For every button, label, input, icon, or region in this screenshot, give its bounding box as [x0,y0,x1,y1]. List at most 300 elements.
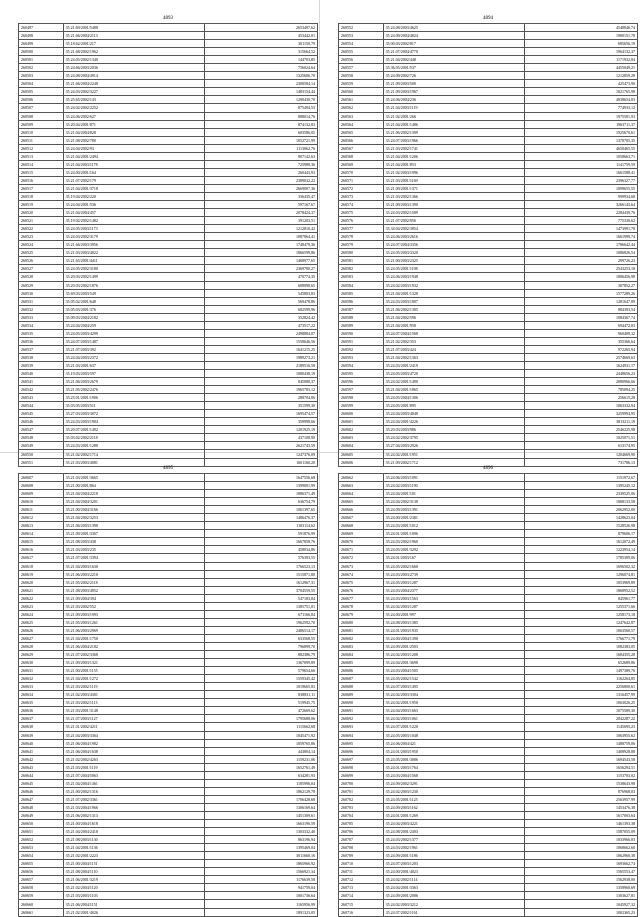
reference-code-cell: 35.21.03/2002/1113 [63,699,204,707]
amount-cell: 1002365,23 [525,908,638,916]
reference-code-cell: 35.21.02/2003/1996 [383,168,524,176]
table-row [339,104,638,112]
amount-cell: 1201925,19 [205,426,318,434]
amount-cell: 1306169,64 [205,803,318,811]
record-id-cell: 260621 [19,586,64,594]
reference-code-cell: 35.24.01/2003/1950 [383,747,524,755]
amount-cell: 999934,68 [525,192,638,200]
table-row [339,24,638,32]
amount-cell: 2389032,22 [205,176,318,184]
amount-cell: 756024,64 [205,64,318,72]
amount-cell: 472669,62 [205,707,318,715]
table-row [339,265,638,273]
table-row [339,554,638,562]
record-id-cell: 260686 [339,667,384,675]
amount-cell: 1693662,74 [525,860,638,868]
amount-cell: 1115662,68 [205,723,318,731]
record-id-cell: 260669 [339,530,384,538]
record-id-cell: 260503 [19,72,64,80]
record-id-cell: 260606 [339,458,384,466]
record-id-cell: 260646 [19,787,64,795]
record-id-cell: 260523 [19,233,64,241]
record-id-cell: 260658 [19,884,64,892]
table-row [339,892,638,900]
record-id-cell: 260707 [339,836,384,844]
amount-cell: 785094,25 [525,386,638,394]
reference-code-cell: 35.20.04/2001/871 [63,120,204,128]
record-id-cell: 260570 [339,168,384,176]
table-row [339,771,638,779]
reference-code-cell: 35.21.00/2001/864 [63,482,204,490]
record-id-cell: 260512 [19,144,64,152]
table-row [19,24,318,32]
table-row [19,370,318,378]
reference-code-cell: 35.21.68/2002/1962 [63,48,204,56]
table-row [339,217,638,225]
record-id-cell: 260654 [19,852,64,860]
reference-code-cell: 35.21.07/2003/392 [63,345,204,353]
amount-cell: 960409,32 [525,329,638,337]
table-row [19,884,318,892]
reference-code-cell: 35.21.03/2003/1103 [63,892,204,900]
amount-cell: 4650465,55 [525,144,638,152]
table-row [19,96,318,104]
amount-cell: 1080438,19 [205,370,318,378]
amount-cell: 1451309,61 [205,811,318,819]
reference-code-cell: 35.21.08/2004/1110 [63,868,204,876]
amount-cell: 1395469,04 [205,844,318,852]
table-row [339,755,638,763]
amount-cell: 2543253,18 [525,265,638,273]
amount-cell: 2669007,36 [205,184,318,192]
reference-code-cell: 35.21.04/2002/3253 [63,514,204,522]
table-row [19,184,318,192]
reference-code-cell: 35.24.02/2003/3304 [383,691,524,699]
record-id-cell: 260631 [19,667,64,675]
amount-cell: 1063955,62 [525,731,638,739]
reference-code-cell: 35.24.06/2004/236 [383,96,524,104]
record-id-cell: 260545 [19,410,64,418]
table-row [339,707,638,715]
record-id-cell: 260692 [339,715,384,723]
reference-code-cell: 35.21.04/2001/1272 [63,675,204,683]
record-id-cell: 260634 [19,691,64,699]
amount-cell: 1399001,99 [205,482,318,490]
table-row [339,659,638,667]
amount-cell: 1795688,06 [205,715,318,723]
table-row [339,112,638,120]
table-row [339,378,638,386]
amount-cell: 2080966,66 [525,378,638,386]
reference-code-cell: 35.21.09/2001/3367 [63,530,204,538]
record-id-cell: 260691 [339,707,384,715]
amount-cell: 1247642,87 [525,618,638,626]
amount-cell: 453442,01 [205,32,318,40]
record-id-cell: 260712 [339,876,384,884]
record-id-cell: 260555 [339,48,384,56]
record-id-cell: 260554 [339,40,384,48]
table-row [339,225,638,233]
reference-code-cell: 35.21.06/2003/2679 [63,378,204,386]
amount-cell: 1661999,74 [525,233,638,241]
table-row [339,442,638,450]
reference-code-cell: 35.21.02/2002/353 [383,337,524,345]
table-row [339,176,638,184]
reference-code-cell: 35.24.02/2003/1061 [383,715,524,723]
table-row [19,514,318,522]
record-id-cell: 260715 [339,900,384,908]
table-row [339,506,638,514]
amount-cell: 1153703,02 [525,771,638,779]
amount-cell: 879606,17 [525,530,638,538]
record-id-cell: 260620 [19,578,64,586]
record-id-cell: 260576 [339,217,384,225]
table-row [339,618,638,626]
table-row [19,192,318,200]
reference-code-cell: 35.21.03/2002/1119 [63,683,204,691]
amount-cell: 576393,55 [205,554,318,562]
reference-code-cell: 35.20.03/2002/1876 [63,281,204,289]
amount-cell: 775330,62 [525,217,638,225]
ledger-table [18,473,318,917]
page-number: 4896 [483,466,493,471]
table-row [19,594,318,602]
amount-cell: 1075589,30 [525,707,638,715]
record-id-cell: 260563 [339,112,384,120]
table-row [19,225,318,233]
amount-cell: 425473,90 [525,80,638,88]
record-id-cell: 260662 [339,474,384,482]
reference-code-cell: 35.21.03/2001/637 [63,361,204,369]
record-id-cell: 260557 [339,64,384,72]
table-row [339,876,638,884]
reference-code-cell: 35.21.04/2004/2218 [63,490,204,498]
amount-cell: 1063560,57 [525,626,638,634]
amount-cell: 1001736,64 [205,892,318,900]
reference-code-cell: 35.24.03/2003/1807 [383,297,524,305]
table-row [339,900,638,908]
amount-cell: 2448656,23 [525,370,638,378]
table-row [19,474,318,482]
record-id-cell: 260653 [19,844,64,852]
amount-cell: 437108,90 [205,434,318,442]
table-row [19,426,318,434]
table-row [19,56,318,64]
ledger-page [338,15,638,467]
record-id-cell: 260650 [19,820,64,828]
amount-cell: 685656,19 [525,40,638,48]
reference-code-cell: 35.21.04/2003/1630 [63,562,204,570]
reference-code-cell: 35.21.03/2003/4022 [63,249,204,257]
amount-cell: 1099655,55 [525,184,638,192]
reference-code-cell: 35.21.04/2003/3364 [63,731,204,739]
reference-code-cell: 35.21.03/2001/3665 [63,474,204,482]
amount-cell: 2574669,63 [525,353,638,361]
table-row [19,683,318,691]
amount-cell: 1925670,61 [525,128,638,136]
amount-cell: 1577289,26 [525,289,638,297]
amount-cell: 1063026,25 [525,699,638,707]
record-id-cell: 260706 [339,828,384,836]
record-id-cell: 260497 [19,24,64,32]
table-row [19,811,318,819]
reference-code-cell: 35.24.00/2004/1390 [383,634,524,642]
record-id-cell: 260524 [19,241,64,249]
reference-code-cell: 35.24.03/2003/1563 [383,594,524,602]
record-id-cell: 260659 [19,892,64,900]
amount-cell: 1053969,89 [525,578,638,586]
reference-code-cell: 35.21.09/2003/1993 [63,610,204,618]
reference-code-cell: 35.24.02/2002/1114 [383,876,524,884]
reference-code-cell: 35.21.07/2004/5063 [63,771,204,779]
table-row [19,410,318,418]
amount-cell: 4838654,03 [525,96,638,104]
table-row [339,56,638,64]
reference-code-cell: 35.24.05/2002/1660 [383,562,524,570]
table-row [19,209,318,217]
record-id-cell: 260531 [19,297,64,305]
reference-code-cell: 35.21.04/2001/1486 [383,120,524,128]
amount-cell: 796899,70 [205,642,318,650]
amount-cell: 1084367,74 [525,313,638,321]
record-id-cell: 260640 [19,739,64,747]
record-id-cell: 260532 [19,305,64,313]
amount-cell: 1408928,88 [525,747,638,755]
record-id-cell: 260642 [19,755,64,763]
record-id-cell: 260638 [19,723,64,731]
table-row [19,88,318,96]
record-id-cell: 260596 [339,378,384,386]
record-id-cell: 260509 [19,120,64,128]
page-number: 4894 [483,16,493,21]
reference-code-cell: 35.21.03/2001/1119 [63,763,204,771]
amount-cell: 1255371,66 [525,602,638,610]
reference-code-cell: 35.21.07/2001/3394 [63,554,204,562]
record-id-cell: 260623 [19,602,64,610]
record-id-cell: 260522 [19,225,64,233]
table-row [339,353,638,361]
reference-code-cell: 35.19.03/2003/597 [63,370,204,378]
record-id-cell: 260572 [339,184,384,192]
record-id-cell: 260643 [19,763,64,771]
record-id-cell: 260507 [19,104,64,112]
amount-cell: 884393,54 [525,305,638,313]
table-row [339,739,638,747]
record-id-cell: 260694 [339,731,384,739]
amount-cell: 1964132,37 [525,48,638,56]
reference-code-cell: 35.21.02/2002/1714 [63,450,204,458]
reference-code-cell: 35.24.00/2001/2381 [383,514,524,522]
reference-code-cell: 35.24.09/2002/726 [383,72,524,80]
table-row [19,144,318,152]
record-id-cell: 260564 [339,120,384,128]
record-id-cell: 260546 [19,418,64,426]
table-row [339,305,638,313]
amount-cell: 1296074,81 [525,570,638,578]
reference-code-cell: 35.24.66/2003/2036 [63,64,204,72]
reference-code-cell: 35.21.08/2003/4952 [63,586,204,594]
table-row [339,136,638,144]
table-row [339,321,638,329]
record-id-cell: 260680 [339,618,384,626]
reference-code-cell: 35.21.04/2001/2494 [63,152,204,160]
table-row [19,394,318,402]
table-row [19,482,318,490]
amount-cell: 1488759,06 [525,739,638,747]
table-row [19,386,318,394]
reference-code-cell: 35.27.03/2003/3072 [63,410,204,418]
reference-code-cell: 35.21.08/2002/780 [63,136,204,144]
table-row [19,739,318,747]
record-id-cell: 260618 [19,562,64,570]
table-row [339,498,638,506]
record-id-cell: 260685 [339,659,384,667]
table-row [19,522,318,530]
table-row [19,40,318,48]
reference-code-cell: 35.20.03/2003/986 [383,426,524,434]
amount-cell: 1316457,99 [525,691,638,699]
reference-code-cell: 35.24.09/2003/1391 [383,506,524,514]
record-id-cell: 260699 [339,771,384,779]
amount-cell: 694472,03 [525,321,638,329]
amount-cell: 2546225,98 [525,426,638,434]
reference-code-cell: 35.24.04/2003/4048 [383,410,524,418]
table-row [339,522,638,530]
amount-cell: 1045927,32 [525,900,638,908]
amount-cell: 671166,84 [205,610,318,618]
reference-code-cell: 35.21.04/2001/853 [383,160,524,168]
amount-cell: 608098,65 [205,281,318,289]
record-id-cell: 260536 [19,337,64,345]
table-row [339,828,638,836]
amount-cell: 473517,22 [205,321,318,329]
record-id-cell: 260540 [19,370,64,378]
reference-code-cell: 35.24.02/2003/1287 [383,602,524,610]
table-row [19,353,318,361]
table-row [19,104,318,112]
record-id-cell: 260607 [19,474,64,482]
record-id-cell: 260525 [19,249,64,257]
reference-code-cell: 35.21.04/2004/1361 [63,779,204,787]
record-id-cell: 260580 [339,249,384,257]
amount-cell: 1103114,62 [205,522,318,530]
reference-code-cell: 35.24.02/2002/2252 [63,104,204,112]
record-id-cell: 260672 [339,554,384,562]
reference-code-cell: 35.24.01/2003/1935 [383,626,524,634]
amount-cell: 1587055,09 [525,828,638,836]
record-id-cell: 260656 [19,868,64,876]
amount-cell: 1641215,25 [205,345,318,353]
reference-code-cell: 35.21.06/2004/1982 [63,739,204,747]
record-id-cell: 260697 [339,755,384,763]
amount-cell: 1367099,89 [205,659,318,667]
table-row [19,201,318,209]
record-id-cell: 260652 [19,836,64,844]
table-row [339,80,638,88]
reference-code-cell: 35.21.04/2001/1136 [63,844,204,852]
table-row [19,747,318,755]
table-row [19,602,318,610]
amount-cell: 882386,79 [205,651,318,659]
amount-cell: 838831,11 [205,691,318,699]
amount-cell: 1395245,12 [525,482,638,490]
record-id-cell: 260595 [339,370,384,378]
record-id-cell: 260657 [19,876,64,884]
amount-cell: 1684355,28 [525,651,638,659]
reference-code-cell: 35.21.66/2003/3956 [63,241,204,249]
table-row [19,378,318,386]
record-id-cell: 260511 [19,136,64,144]
table-row [19,763,318,771]
reference-code-cell: 35.24.04/2001/101 [383,490,524,498]
reference-code-cell: 35.24.09/2001/2503 [383,642,524,650]
record-id-cell: 260617 [19,554,64,562]
table-row [19,562,318,570]
record-id-cell: 260667 [339,514,384,522]
table-row [19,297,318,305]
reference-code-cell: 35.24.06/2003/1948 [383,273,524,281]
reference-code-cell: 35.24.00/2001/4023 [383,868,524,876]
amount-cell: 1113062,76 [205,144,318,152]
amount-cell: 1766523,13 [205,562,318,570]
amount-cell: 1223954,14 [525,546,638,554]
amount-cell: 359998,66 [205,418,318,426]
record-id-cell: 260553 [339,32,384,40]
reference-code-cell: 35.21.04/2001/1206 [383,152,524,160]
amount-cell: 1063332,94 [525,402,638,410]
table-row [339,546,638,554]
record-id-cell: 260671 [339,546,384,554]
amount-cell: 1766771,79 [525,634,638,642]
amount-cell: 1370705,35 [525,136,638,144]
table-row [339,530,638,538]
record-id-cell: 260648 [19,803,64,811]
table-row [339,209,638,217]
reference-code-cell: 35.21.04/2001/1328 [383,289,524,297]
record-id-cell: 260614 [19,530,64,538]
record-id-cell: 260508 [19,112,64,120]
reference-code-cell: 35.21.04/2001/3718 [63,184,204,192]
amount-cell: 2256800,61 [525,683,638,691]
table-row [19,273,318,281]
reference-code-cell: 35.24.04/2003/1663 [383,707,524,715]
reference-code-cell: 35.21.03/2002/1366 [383,192,524,200]
table-row [339,836,638,844]
amount-cell: 1033966,83 [525,836,638,844]
record-id-cell: 260601 [339,418,384,426]
table-row [339,402,638,410]
amount-cell: 470774,35 [205,273,318,281]
table-row [339,747,638,755]
table-row [339,386,638,394]
record-id-cell: 260559 [339,80,384,88]
record-id-cell: 260506 [19,96,64,104]
reference-code-cell: 35.21.04/2004/828 [63,128,204,136]
record-id-cell: 260663 [339,482,384,490]
record-id-cell: 260501 [19,56,64,64]
reference-code-cell: 35.24.03/2002/1589 [383,209,524,217]
reference-code-cell: 35.24.05/2001/3292 [383,546,524,554]
table-row [19,337,318,345]
reference-code-cell: 35.21.07/2003/424 [383,345,524,353]
amount-cell: 1865966,92 [205,860,318,868]
reference-code-cell: 35.21.06/2002/1399 [383,128,524,136]
record-id-cell: 260693 [339,723,384,731]
reference-code-cell: 35.24.04/2003/4221 [383,820,524,828]
record-id-cell: 260579 [339,241,384,249]
ledger-page [18,15,318,467]
record-id-cell: 260560 [339,88,384,96]
